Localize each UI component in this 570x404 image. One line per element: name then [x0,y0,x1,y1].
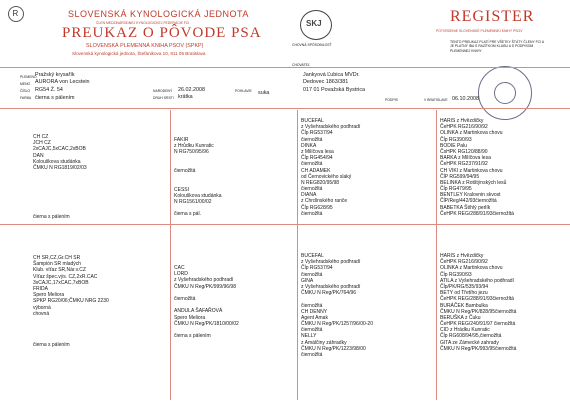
dog-name: AURORA von Lecstein [35,79,90,85]
pedigree-line: DIANA [301,192,317,199]
pedigree-line: čiernožltá [301,186,323,193]
pedigree-line: BUCEFAL [301,118,324,124]
date-label: V BRATISLAVE [424,98,448,102]
owner-city: 017 01 Považská Bystrica [303,87,366,93]
pedigree-line: čierna s pálením [174,333,211,340]
dam-ggreat-column [440,253,516,352]
issue-date: 06.10.2008 [452,96,479,102]
coat-label: DRUH SRSTI [153,96,174,100]
pedigree-line: Čĺp/PK/RG/535/93/94 [440,283,489,290]
pedigree-line: čierna s pálením [33,214,70,221]
pedigree-line: ČMKU N Reg/PK/1223/98/00 [301,345,366,352]
pedigree-line: Čĺp RG390/93 [440,271,472,278]
born-label: NARODENÝ [153,89,173,93]
pedigree-line: ČMKU N Reg/PK/764/96 [301,290,357,297]
pedigree-line: Čĺp RG454/94 [301,155,333,162]
address-line: Slovenská kynologická jednota, Štefánikova 10, 811 05 Bratislava [72,51,206,56]
pedigree-line: Čĺp RG390/93 [440,136,472,143]
pedigree-line: CAC [174,265,185,271]
dog-reg: RG54 Ž. 54 [35,87,63,93]
dog-breed: Pražský krysařík [35,72,75,78]
pedigree-line: OLINKA z Martinkova chovu [440,265,503,272]
dog-coat: krátka [178,94,193,100]
pedigree-line: ČMKU N Reg/PK/1810/00/02 [174,320,239,327]
pedigree-line: GITA ze Zámecké zahrady [440,339,499,346]
registered-mark-letter: R [12,8,19,18]
pedigree-line: Čĺp RG479/95 [440,186,472,193]
dam-grand-column [174,265,239,339]
pedigree-line: GINA [301,277,314,284]
number-label: ČÍSLO [20,89,31,93]
pedigree-line: N RG750/95/96 [174,149,209,156]
pedigree-line: CESSI [174,186,190,193]
pedigree-line: HARIS z Hvězdičky [440,253,484,259]
pedigree-line: čiernožltá [174,295,196,302]
pedigree-line: Víťaz špec.výs. CZ,2xR.CAC [33,273,98,280]
pedigree-line: 2xCAJC,5xCAC,2xBOB [33,146,86,153]
pedigree-line: OLINKA z Martinkova chovu [440,130,503,137]
pedigree-line: čiernožltá [301,161,323,168]
pedigree-line: ČMKU N Reg/PK/999/96/98 [174,283,236,290]
pedigree-line: z Hrůdku Kunratic [174,143,214,150]
pedigree-line: Čĺp RG628/95 [301,204,333,211]
pedigree-line: čierna s pálením [33,341,70,348]
pedigree-line: BERUŠKA z Čuku [440,314,481,321]
stamp-seal-inner [494,82,516,104]
pedigree-line: z Vyšehradského podhradí [301,283,361,290]
pedigree-line: čierna s pál. [174,211,201,218]
pedigree-line: Spero Meliora [174,314,206,321]
pedigree-line: DAN [33,152,44,159]
pedigree-line: čiernožltá [301,210,323,217]
pedigree-line: N RG1561/00/02 [174,198,212,205]
skj-logo-text: SKJ [306,19,322,28]
pedigree-line: ČMKU N Reg/PK/828/95čiernožltá [440,308,517,315]
pedigree-line: CH SR,CZ,Gr.CH SR [33,255,81,261]
club-title: SLOVENSKÁ KYNOLOGICKÁ JEDNOTA [68,9,249,19]
pedigree-line: Kolouškova studánka [174,192,222,199]
col-rule-2 [297,110,298,400]
dog-born: 26.02.2008 [178,87,205,93]
pedigree-line: N REG820/95/98 [301,179,340,186]
pedigree-line: z Milíčova lesa [301,148,334,155]
pedigree-line: od Černovického slaký [301,173,352,180]
sire-ggreat-column [440,118,514,217]
pedigree-line: Čĺp RG537/94 [301,130,333,137]
dog-sex: suka [258,90,270,96]
book-title: SLOVENSKÁ PLEMENNÁ KNIHA PSOV (SPKP) [86,43,204,49]
pedigree-line: ČeHPK REG/288/91/93čiernožltá [440,296,514,303]
pedigree-line: ATILA z Vyšehradského podhradí [440,277,514,284]
info-rule [0,108,570,109]
sire-grand-column [174,137,222,217]
owner-name: Jankyová Ľubica MVDr. [303,72,360,78]
dam-column [33,255,109,348]
pedigree-line: čiernožltá [301,327,323,334]
pedigree-line: z Amálčiny záhradky [301,339,347,346]
pedigree-line: BODIE Palu [440,142,467,149]
pedigree-line: z Vyšehradského podhradí [301,124,361,131]
owner-street: Dedovec 1863/381 [303,79,349,85]
register-note: TENTO PREUKAZ PLATÍ PRE VŠETKY ŠTÁTY ČLENY FCI A JE PLATNÝ IBA S RAZÍTKOM KLUBU A S PODPISOM PLEMENNEJ KNIHY [450,40,544,53]
pedigree-line: BUCEFAL [301,253,324,259]
pedigree-line: Agent Amak [301,314,328,321]
club-subtitle: ČLEN MEDZINÁRODNEJ KYNOLOGICKEJ FEDERÁCIE FCI [96,21,190,25]
pedigree-line: ČeHPK RG216/90/92 [440,259,488,266]
pedigree-line: Čĺp RG608/94/95,čiernožltá [440,333,502,340]
pedigree-line: ČMKU N RG1819/02/03 [33,164,87,171]
pedigree-line: ČeHPK REG/288/91/93čiernožltá [440,210,514,217]
sire-column [33,134,87,221]
pedigree-line: BURÁČEK Bambulka [440,302,488,309]
pedigree-line: z Vyšehradského podhradí [174,277,234,284]
pedigree-line: HARIS z Hvězdičky [440,118,484,124]
pedigree-line: ČeHPK RG237/91/92 [440,161,488,168]
pedigree-line: z Vyšehradského podhradí [301,259,361,266]
pedigree-line: z Chrdínského ranče [301,198,348,205]
pedigree-line: ČMKU N Reg/PK/993/95čiernožltá [440,345,517,352]
pedigree-line: ČĺP RG599/94/95 [440,173,480,180]
pedigree-line: čiernožltá [301,271,323,278]
pedigree-line: JCH CZ [33,140,51,147]
pedigree-line: Klub. víťaz SR,Nár.v.CZ [33,267,86,274]
color-label: FARBA [20,96,32,100]
pedigree-line: CID z Hrádku Kunratic [440,327,490,334]
dog-color: čierna s pálením [35,95,75,101]
col-rule-1 [170,110,171,400]
pedigree-line: 3xCAJC,17xCAC,7xBOB [33,279,89,286]
pedigree-line: čiernožltá [301,136,323,143]
header-rule [0,67,570,68]
pedigree-line: ČeHPK RG216/90/92 [440,124,488,131]
pedigree-line: ČsHPK RG120/88/90 [440,148,488,155]
pedigree-line: Kolouškova studánka [33,158,81,165]
pedigree-line: DINKA [301,142,317,149]
pedigree-line: Šampión SR mladých [33,261,82,268]
document-title: PREUKAZ O PÔVODE PSA [62,25,262,41]
pedigree-line: Spero Meliora [33,292,65,299]
pedigree-line: Čĺp RG537/94 [301,265,333,272]
pedigree-line: výborná [33,304,51,311]
pedigree-line: BELINKA z Rotštýnských lesů [440,179,507,186]
pedigree-line: BARKA z Milíčova lesa [440,155,491,162]
pedigree-line: čiernožltá [174,167,196,174]
pedigree-mid-rule [0,224,570,225]
pedigree-line: ANDULA ŠAFAŘOVÁ [174,308,223,315]
pedigree-line: BABETKA Štíhlý perlík [440,204,491,211]
pedigree-line: čiernožltá [301,302,323,309]
pedigree-line: ČMKU N Reg/PK/1257/96/00-20 [301,321,373,328]
sex-label: POHLAVIE [235,89,252,93]
pedigree-line: SPKP RG20/06;ČMKU NRG 2230 [33,298,109,305]
pedigree-line: CH ADAMEK [301,167,331,174]
name-label: MENO [20,82,31,86]
pedigree-line: CH CZ [33,134,49,140]
pedigree-line: ČĺP/Reg/442/93čiernožltá [440,198,497,205]
pedigree-line: FAKIR [174,137,189,143]
dam-great-column [301,253,373,358]
pedigree-line: NELLY [301,333,317,340]
pedigree-line: čiernožltá [301,352,323,358]
breeder-label: CHOVATEĽ [292,63,310,67]
col-rule-3 [436,110,437,400]
register-sub: POTVRDENIE SLOVENSKÉ PLEMENNEJ KNIHY PSOV [436,29,523,33]
pedigree-line: BENTLEY Kralovnin skvost [440,192,501,199]
pedigree-line: BETY od Třetího jezu [440,290,488,297]
pedigree-line: CH DENNY [301,308,328,315]
pedigree-line: FRIDA [33,285,48,292]
owner-label: CHOVNÁ SPÔSOBILOSŤ [292,43,332,47]
pedigree-line: chovná [33,310,50,317]
pedigree-line: LORD [174,271,188,278]
pedigree-line: CH VIKI z Martinkova chovu [440,167,503,174]
pedigree-line: ČeHPK REG/240/91/97 čiernožltá [440,321,516,328]
sire-great-column [301,118,360,217]
sign-label: PODPIS [385,98,398,102]
breed-label: PLEMENO [20,75,37,79]
register-title: REGISTER [450,8,535,25]
